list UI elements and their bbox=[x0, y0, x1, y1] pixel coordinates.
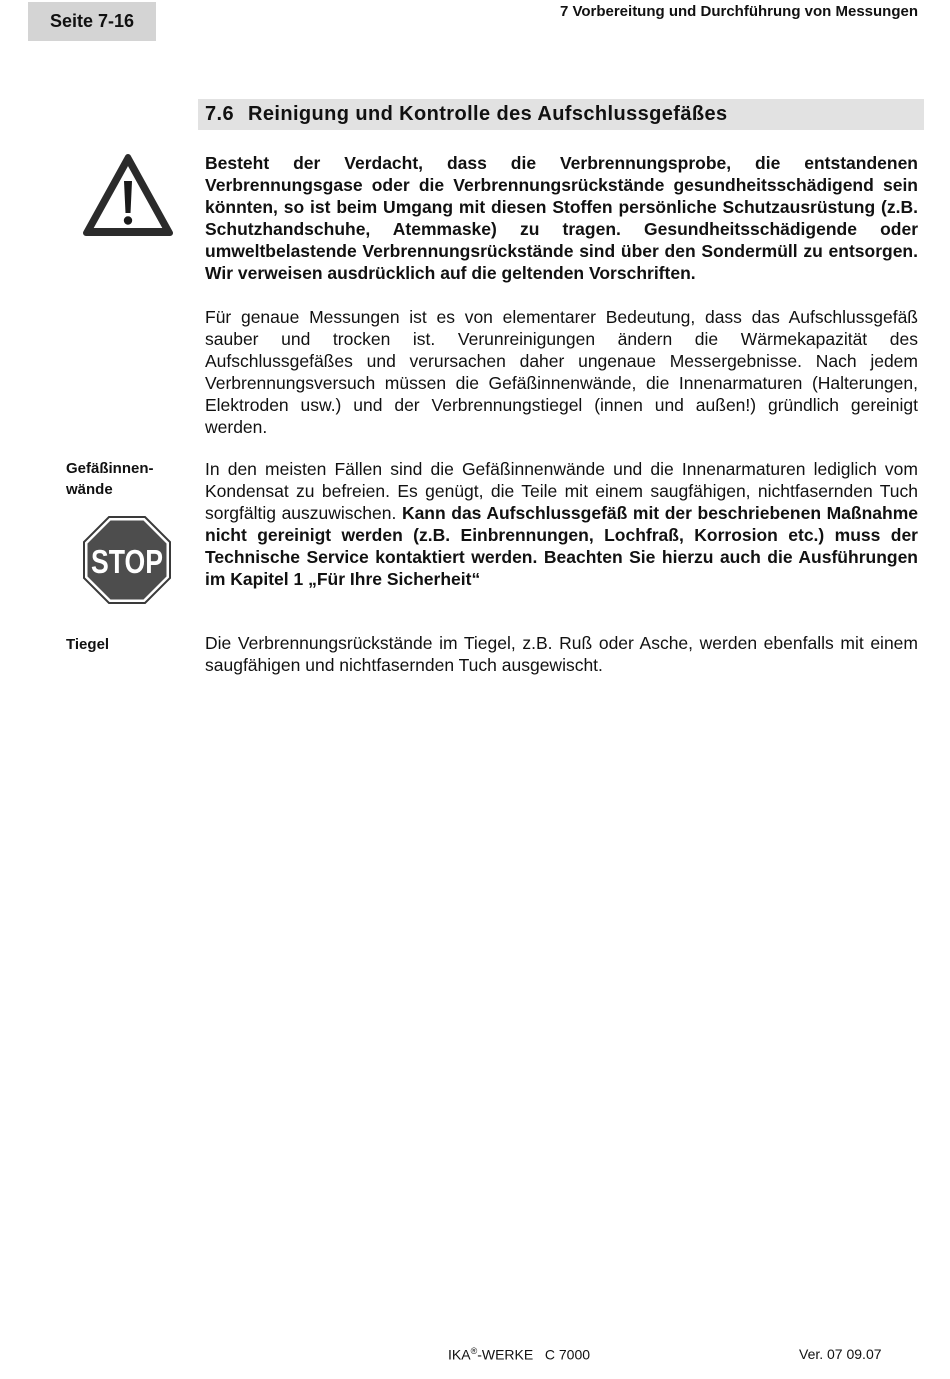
footer-product bbox=[448, 1346, 590, 1363]
side-label-walls-line2: wände bbox=[66, 481, 113, 498]
section-number: 7.6 bbox=[205, 103, 235, 125]
page-number: Seite 7-16 bbox=[49, 11, 135, 31]
stop-sign-text: STOP bbox=[91, 543, 163, 580]
registered-mark: ® bbox=[470, 1346, 478, 1356]
footer-model: C 7000 bbox=[544, 1346, 591, 1363]
warning-paragraph: Besteht der Verdacht, dass die Verbrennungsprobe, die entstandenen Verbrennungsgase oder die Verbrennungsrückstände gesundheitsschädigend sein könnten, so ist beim Umgang mit diesen Stoffen persönliche Schutzausrüstung (z.B. Schutzhandschuhe, Atemmaske) zu tragen. Gesundheitsschädigende oder umweltbelastende Verbrennungsrückstände sind über den Sondermüll zu entsorgen. Wir verweisen ausdrücklich auf die geltenden Vorschriften. bbox=[205, 153, 918, 283]
warning-triangle-icon bbox=[82, 153, 174, 239]
section-heading bbox=[198, 99, 924, 130]
page-number-badge bbox=[28, 2, 156, 41]
walls-service-note: Kann das Aufschlussgefäß mit der beschriebenen Maßnahme nicht gereinigt werden (z.B. Einbrennungen, Lochfraß, Korrosion etc.) muss der Technische Service kontaktiert werden. Beachten Sie hierzu auch die Ausführungen im Kapitel 1 „Für Ihre Sicherheit“ bbox=[205, 503, 918, 589]
side-label-crucible: Tiegel bbox=[66, 636, 110, 653]
chapter-title: 7 Vorbereitung und Durchführung von Messungen bbox=[559, 3, 918, 20]
section-title: Reinigung und Kontrolle des Aufschlussgefäßes bbox=[248, 103, 728, 125]
walls-instruction: In den meisten Fällen sind die Gefäßinnenwände und die Innenarmaturen lediglich vom Kondensat zu befreien. Es genügt, die Teile mit einem saugfähigen, nichtfasernden Tuch sorgfältig auszuwischen. bbox=[205, 459, 918, 523]
crucible-paragraph: Die Verbrennungsrückstände im Tiegel, z.B. Ruß oder Asche, werden ebenfalls mit einem saugfähigen und nichtfasernden Tuch ausgewischt. bbox=[205, 633, 918, 675]
footer-version: Ver. 07 09.07 bbox=[799, 1346, 882, 1362]
walls-paragraph bbox=[205, 458, 918, 590]
side-label-walls-line1: Gefäßinnen- bbox=[66, 460, 154, 477]
footer-brand: IKA bbox=[448, 1346, 471, 1363]
stop-sign-icon bbox=[83, 516, 171, 604]
footer-brand-suffix: -WERKE bbox=[477, 1346, 534, 1363]
intro-paragraph: Für genaue Messungen ist es von elementarer Bedeutung, dass das Aufschlussgefäß sauber und trocken ist. Verunreinigungen ändern die Wärmekapazität des Aufschlussgefäßes und verursachen daher ungenaue Messergebnisse. Nach jedem Verbrennungsversuch müssen die Gefäßinnenwände, die Innenarmaturen (Halterungen, Elektroden usw.) und der Verbrennungstiegel (innen und außen!) gründlich gereinigt werden. bbox=[205, 307, 918, 437]
side-label-walls bbox=[66, 458, 176, 500]
